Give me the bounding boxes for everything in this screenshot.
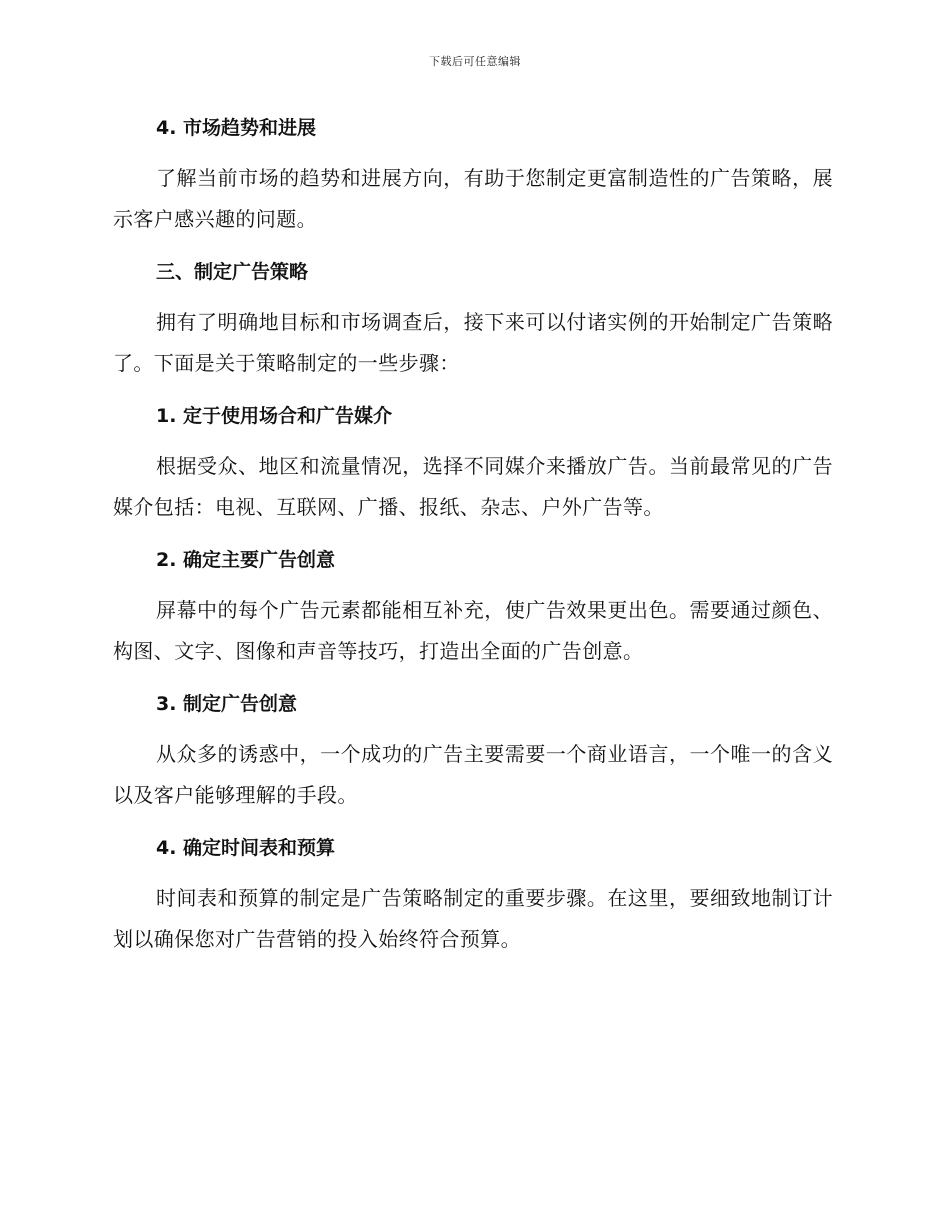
section-heading-ad-strategy: 三、制定广告策略 (156, 261, 309, 283)
page-header: 下载后可任意编辑 (429, 55, 521, 68)
paragraph-creative: 从众多的诱惑中，一个成功的广告主要需要一个商业语言，一个唯一的含义以及客户能够理解的手段。 (113, 742, 833, 807)
section-heading-main-creative: 2. 确定主要广告创意 (156, 549, 336, 571)
section-heading-schedule-budget: 4. 确定时间表和预算 (156, 837, 336, 859)
paragraph-market-trends: 了解当前市场的趋势和进展方向，有助于您制定更富制造性的广告策略，展示客户感兴趣的问题。 (113, 166, 833, 231)
paragraph-media: 根据受众、地区和流量情况，选择不同媒介来播放广告。当前最常见的广告媒介包括：电视、互联网、广播、报纸、杂志、户外广告等。 (113, 454, 833, 519)
paragraph-ad-strategy: 拥有了明确地目标和市场调查后，接下来可以付诸实例的开始制定广告策略了。下面是关于策略制定的一些步骤： (113, 310, 833, 375)
section-heading-media: 1. 定于使用场合和广告媒介 (156, 405, 393, 427)
paragraph-main-creative: 屏幕中的每个广告元素都能相互补充，使广告效果更出色。需要通过颜色、构图、文字、图像和声音等技巧，打造出全面的广告创意。 (113, 598, 833, 663)
document-body (113, 108, 833, 972)
section-heading-creative: 3. 制定广告创意 (156, 693, 298, 715)
section-heading-market-trends: 4. 市场趋势和进展 (156, 117, 317, 139)
paragraph-schedule-budget: 时间表和预算的制定是广告策略制定的重要步骤。在这里，要细致地制订计划以确保您对广告营销的投入始终符合预算。 (113, 886, 833, 951)
